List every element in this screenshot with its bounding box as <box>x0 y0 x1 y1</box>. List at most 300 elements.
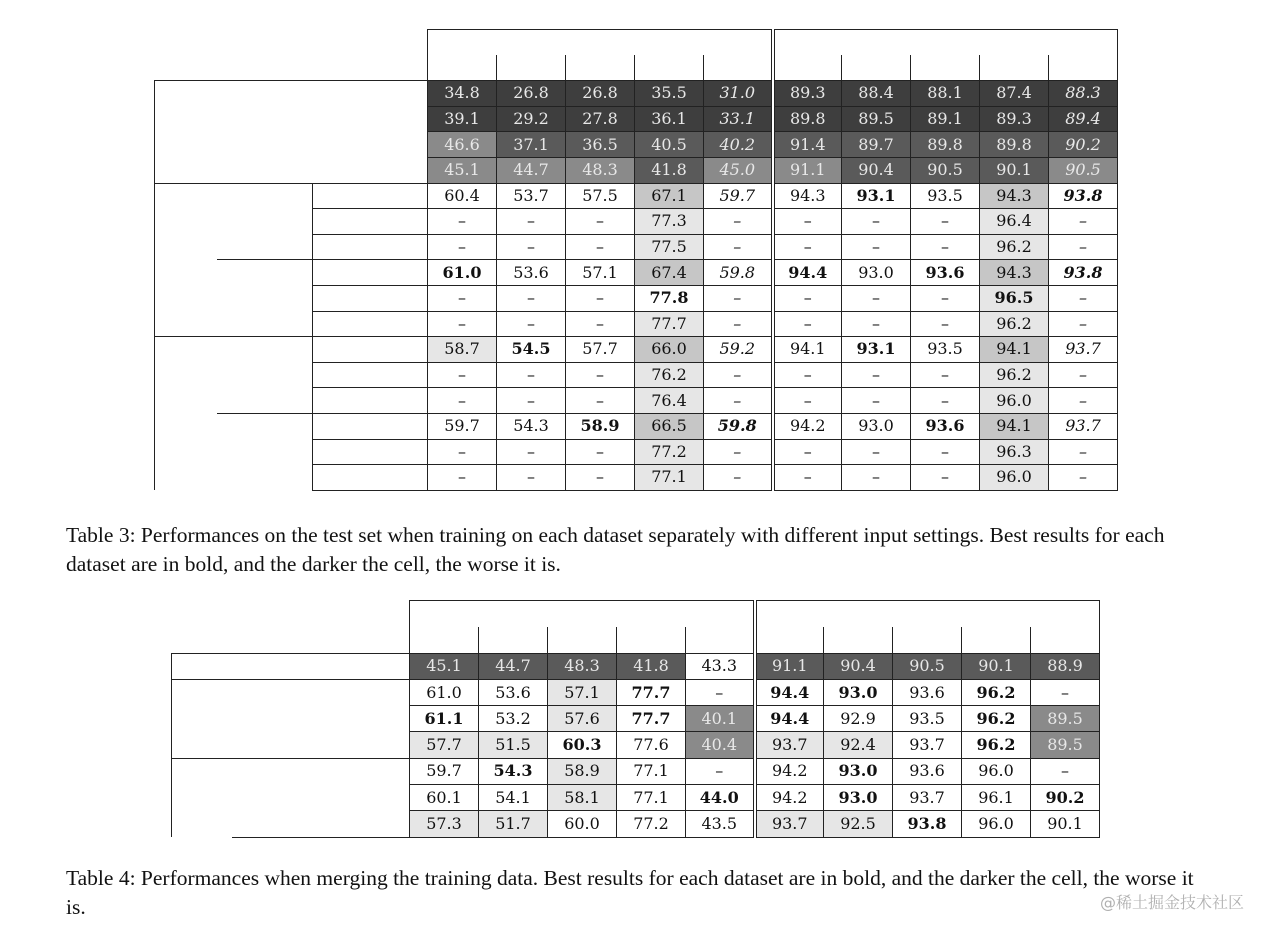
column-header <box>1049 55 1118 81</box>
metric-cell: 89.3 <box>980 106 1049 132</box>
table-row <box>172 732 1100 758</box>
column-header <box>479 627 548 653</box>
metric-cell: 88.3 <box>1049 81 1118 107</box>
metric-cell: 54.1 <box>479 785 548 811</box>
column-header <box>911 55 980 81</box>
metric-cell: 96.2 <box>980 362 1049 388</box>
metric-cell: – <box>566 311 635 337</box>
context-label <box>313 439 428 465</box>
metric-cell: 93.7 <box>893 785 962 811</box>
context-label <box>313 260 428 286</box>
watermark: @稀土掘金技术社区 <box>1099 893 1244 912</box>
context-label <box>313 234 428 260</box>
metric-cell: – <box>686 679 755 705</box>
metric-cell: 87.4 <box>980 81 1049 107</box>
metric-cell: 40.2 <box>704 132 773 158</box>
table-row <box>155 183 1118 209</box>
metric-cell: – <box>842 285 911 311</box>
metric-cell: 59.7 <box>410 758 479 784</box>
metric-cell: – <box>911 285 980 311</box>
metric-cell: 59.7 <box>428 413 497 439</box>
metric-cell: – <box>428 388 497 414</box>
metric-cell: – <box>773 465 842 491</box>
metric-cell: – <box>911 362 980 388</box>
metric-cell: 61.0 <box>410 679 479 705</box>
metric-cell: 51.7 <box>479 811 548 837</box>
metric-cell: 89.8 <box>773 106 842 132</box>
metric-cell: 93.1 <box>842 337 911 363</box>
metric-cell: 57.6 <box>548 706 617 732</box>
metric-cell: 77.7 <box>617 706 686 732</box>
metric-cell: 96.0 <box>962 758 1031 784</box>
metric-cell: – <box>704 311 773 337</box>
table-row <box>155 337 1118 363</box>
column-header <box>1031 627 1100 653</box>
table-3-header-columns <box>155 55 1118 81</box>
column-header <box>548 627 617 653</box>
metric-cell: 45.0 <box>704 157 773 183</box>
metric-cell: 27.8 <box>566 106 635 132</box>
metric-cell: – <box>1049 362 1118 388</box>
metric-cell: 54.3 <box>497 413 566 439</box>
metric-cell: – <box>428 362 497 388</box>
table-4-header-group <box>172 601 1100 627</box>
metric-cell: 76.2 <box>635 362 704 388</box>
config-label <box>217 132 428 158</box>
metric-cell: 40.5 <box>635 132 704 158</box>
metric-cell: 93.7 <box>755 732 824 758</box>
metric-cell: 89.7 <box>842 132 911 158</box>
context-label <box>313 311 428 337</box>
metric-cell: – <box>773 439 842 465</box>
config-label <box>232 785 410 811</box>
metric-cell: – <box>911 388 980 414</box>
group-header-meteor <box>428 30 773 56</box>
metric-cell: – <box>497 439 566 465</box>
metric-cell: 96.0 <box>962 811 1031 837</box>
table-4-caption: Table 4: Performances when merging the training data. Best results for each dataset are in bold, and the darker the cell, the worse it is. <box>66 866 1194 919</box>
metric-cell: 88.9 <box>1031 653 1100 679</box>
metric-cell: 90.2 <box>1049 132 1118 158</box>
context-label <box>313 209 428 235</box>
metric-cell: 60.3 <box>548 732 617 758</box>
row-group-label <box>155 81 217 183</box>
metric-cell: 90.4 <box>842 157 911 183</box>
metric-cell: – <box>773 388 842 414</box>
metric-cell: 67.4 <box>635 260 704 286</box>
metric-cell: 94.4 <box>773 260 842 286</box>
metric-cell: – <box>704 388 773 414</box>
metric-cell: 77.1 <box>617 758 686 784</box>
metric-cell: – <box>497 209 566 235</box>
metric-cell: 59.8 <box>704 413 773 439</box>
column-header <box>980 55 1049 81</box>
metric-cell: 94.2 <box>755 785 824 811</box>
column-header <box>617 627 686 653</box>
config-label <box>217 106 428 132</box>
metric-cell: 93.8 <box>893 811 962 837</box>
metric-cell: 77.3 <box>635 209 704 235</box>
column-header <box>842 55 911 81</box>
metric-cell: 34.8 <box>428 81 497 107</box>
metric-cell: 90.1 <box>980 157 1049 183</box>
row-group-label <box>155 337 217 491</box>
context-label <box>313 388 428 414</box>
metric-cell: – <box>428 439 497 465</box>
metric-cell: 90.2 <box>1031 785 1100 811</box>
metric-cell: 77.7 <box>635 311 704 337</box>
metric-cell: 53.2 <box>479 706 548 732</box>
metric-cell: 67.1 <box>635 183 704 209</box>
metric-cell: 77.6 <box>617 732 686 758</box>
metric-cell: 96.2 <box>980 234 1049 260</box>
metric-cell: 53.7 <box>497 183 566 209</box>
metric-cell: 77.1 <box>635 465 704 491</box>
metric-cell: 93.6 <box>911 413 980 439</box>
metric-cell: 94.3 <box>980 183 1049 209</box>
metric-cell: – <box>566 234 635 260</box>
metric-cell: – <box>497 285 566 311</box>
column-header <box>824 627 893 653</box>
metric-cell: – <box>566 362 635 388</box>
metric-cell: 33.1 <box>704 106 773 132</box>
metric-cell: 91.4 <box>773 132 842 158</box>
metric-cell: 94.3 <box>773 183 842 209</box>
metric-cell: 48.3 <box>566 157 635 183</box>
metric-cell: 94.4 <box>755 679 824 705</box>
metric-cell: 51.5 <box>479 732 548 758</box>
metric-cell: 90.5 <box>893 653 962 679</box>
metric-cell: 89.8 <box>980 132 1049 158</box>
metric-cell: 66.5 <box>635 413 704 439</box>
group-header-bertscore <box>755 601 1100 627</box>
metric-cell: 89.5 <box>842 106 911 132</box>
column-header <box>755 627 824 653</box>
metric-cell: 94.2 <box>773 413 842 439</box>
metric-cell: – <box>428 285 497 311</box>
metric-cell: – <box>842 465 911 491</box>
table-row <box>155 157 1118 183</box>
metric-cell: 93.0 <box>842 413 911 439</box>
metric-cell: 58.1 <box>548 785 617 811</box>
table-row <box>155 106 1118 132</box>
metric-cell: 88.4 <box>842 81 911 107</box>
metric-cell: – <box>842 311 911 337</box>
metric-cell: 90.4 <box>824 653 893 679</box>
metric-cell: 77.5 <box>635 234 704 260</box>
column-header <box>428 55 497 81</box>
metric-cell: 90.1 <box>962 653 1031 679</box>
context-label <box>313 413 428 439</box>
metric-cell: 36.1 <box>635 106 704 132</box>
table-row <box>172 679 1100 705</box>
answer-setting-label <box>217 413 313 490</box>
metric-cell: – <box>566 209 635 235</box>
metric-cell: 93.0 <box>824 785 893 811</box>
config-label <box>217 157 428 183</box>
context-label <box>313 285 428 311</box>
metric-cell: – <box>842 234 911 260</box>
column-header <box>410 627 479 653</box>
metric-cell: 76.4 <box>635 388 704 414</box>
metric-cell: 91.1 <box>773 157 842 183</box>
metric-cell: – <box>566 285 635 311</box>
metric-cell: – <box>1031 679 1100 705</box>
config-label <box>232 732 410 758</box>
metric-cell: – <box>566 465 635 491</box>
metric-cell: 90.5 <box>911 157 980 183</box>
metric-cell: – <box>911 465 980 491</box>
table-3-caption: Table 3: Performances on the test set when training on each dataset separately with different input settings. Best results for each dataset are in bold, and the darker the cell, the worse it is. <box>66 523 1165 576</box>
metric-cell: 26.8 <box>497 81 566 107</box>
metric-cell: 59.7 <box>704 183 773 209</box>
metric-cell: – <box>1049 439 1118 465</box>
metric-cell: 35.5 <box>635 81 704 107</box>
metric-cell: 89.5 <box>1031 732 1100 758</box>
metric-cell: – <box>497 388 566 414</box>
config-label <box>172 653 410 679</box>
metric-cell: – <box>497 465 566 491</box>
metric-cell: 96.0 <box>980 388 1049 414</box>
metric-cell: 93.7 <box>1049 337 1118 363</box>
metric-cell: 89.8 <box>911 132 980 158</box>
metric-cell: – <box>911 209 980 235</box>
metric-cell: 58.9 <box>566 413 635 439</box>
metric-cell: – <box>1049 388 1118 414</box>
metric-cell: – <box>497 234 566 260</box>
metric-cell: 54.5 <box>497 337 566 363</box>
metric-cell: – <box>911 234 980 260</box>
metric-cell: 41.8 <box>617 653 686 679</box>
context-label <box>313 337 428 363</box>
metric-cell: 57.1 <box>566 260 635 286</box>
metric-cell: 31.0 <box>704 81 773 107</box>
metric-cell: 89.4 <box>1049 106 1118 132</box>
metric-cell: 61.1 <box>410 706 479 732</box>
metric-cell: 96.1 <box>962 785 1031 811</box>
column-header <box>686 627 755 653</box>
metric-cell: 45.1 <box>410 653 479 679</box>
config-label <box>232 706 410 732</box>
metric-cell: – <box>566 439 635 465</box>
metric-cell: 93.7 <box>755 811 824 837</box>
metric-cell: – <box>773 362 842 388</box>
metric-cell: 90.1 <box>1031 811 1100 837</box>
metric-cell: 40.1 <box>686 706 755 732</box>
context-label <box>313 183 428 209</box>
metric-cell: 93.7 <box>893 732 962 758</box>
metric-cell: – <box>1049 234 1118 260</box>
metric-cell: 88.1 <box>911 81 980 107</box>
metric-cell: – <box>704 439 773 465</box>
metric-cell: – <box>704 362 773 388</box>
metric-cell: 57.7 <box>566 337 635 363</box>
metric-cell: – <box>773 234 842 260</box>
metric-cell: 53.6 <box>497 260 566 286</box>
table-3 <box>154 29 1118 491</box>
metric-cell: 59.2 <box>704 337 773 363</box>
table-row <box>172 758 1100 784</box>
metric-cell: – <box>704 209 773 235</box>
metric-cell: 90.5 <box>1049 157 1118 183</box>
metric-cell: 92.5 <box>824 811 893 837</box>
metric-cell: – <box>428 209 497 235</box>
metric-cell: 43.3 <box>686 653 755 679</box>
metric-cell: – <box>1031 758 1100 784</box>
metric-cell: 94.1 <box>773 337 842 363</box>
metric-cell: 93.8 <box>1049 260 1118 286</box>
metric-cell: 96.2 <box>980 311 1049 337</box>
metric-cell: 54.3 <box>479 758 548 784</box>
metric-cell: 60.4 <box>428 183 497 209</box>
config-label <box>217 81 428 107</box>
metric-cell: – <box>842 439 911 465</box>
metric-cell: 94.1 <box>980 413 1049 439</box>
metric-cell: 41.8 <box>635 157 704 183</box>
metric-cell: 58.7 <box>428 337 497 363</box>
metric-cell: 36.5 <box>566 132 635 158</box>
metric-cell: 60.0 <box>548 811 617 837</box>
metric-cell: 43.5 <box>686 811 755 837</box>
metric-cell: – <box>497 311 566 337</box>
metric-cell: 89.1 <box>911 106 980 132</box>
column-header <box>635 55 704 81</box>
metric-cell: 96.4 <box>980 209 1049 235</box>
metric-cell: – <box>911 311 980 337</box>
metric-cell: 93.7 <box>1049 413 1118 439</box>
table-row <box>172 653 1100 679</box>
row-group-label <box>172 758 232 837</box>
metric-cell: – <box>842 388 911 414</box>
group-header-bertscore <box>773 30 1118 56</box>
metric-cell: 91.1 <box>755 653 824 679</box>
column-header <box>497 55 566 81</box>
metric-cell: 40.4 <box>686 732 755 758</box>
metric-cell: 57.3 <box>410 811 479 837</box>
metric-cell: – <box>428 234 497 260</box>
metric-cell: 94.3 <box>980 260 1049 286</box>
training-test-corner <box>172 627 410 653</box>
metric-cell: – <box>704 285 773 311</box>
answer-setting-label <box>217 337 313 414</box>
metric-cell: – <box>704 234 773 260</box>
corner-empty <box>172 601 410 627</box>
metric-cell: 96.5 <box>980 285 1049 311</box>
metric-cell: 93.0 <box>824 679 893 705</box>
table-4-header-columns <box>172 627 1100 653</box>
metric-cell: – <box>1049 465 1118 491</box>
metric-cell: 96.0 <box>980 465 1049 491</box>
metric-cell: 93.0 <box>842 260 911 286</box>
metric-cell: – <box>686 758 755 784</box>
table-3-header-group <box>155 30 1118 56</box>
metric-cell: 94.1 <box>980 337 1049 363</box>
table-row <box>155 260 1118 286</box>
metric-cell: – <box>1049 285 1118 311</box>
metric-cell: 92.9 <box>824 706 893 732</box>
metric-cell: 44.0 <box>686 785 755 811</box>
metric-cell: 93.5 <box>911 183 980 209</box>
corner-empty <box>155 55 428 81</box>
metric-cell: 96.2 <box>962 706 1031 732</box>
metric-cell: 96.3 <box>980 439 1049 465</box>
metric-cell: 89.3 <box>773 81 842 107</box>
metric-cell: 66.0 <box>635 337 704 363</box>
table-row <box>155 413 1118 439</box>
metric-cell: 77.2 <box>617 811 686 837</box>
metric-cell: 39.1 <box>428 106 497 132</box>
metric-cell: 93.5 <box>893 706 962 732</box>
metric-cell: 77.7 <box>617 679 686 705</box>
column-header <box>773 55 842 81</box>
table-row <box>172 706 1100 732</box>
metric-cell: 57.1 <box>548 679 617 705</box>
metric-cell: – <box>1049 311 1118 337</box>
context-label <box>313 362 428 388</box>
metric-cell: – <box>842 362 911 388</box>
metric-cell: 29.2 <box>497 106 566 132</box>
metric-cell: – <box>773 311 842 337</box>
metric-cell: – <box>911 439 980 465</box>
metric-cell: 45.1 <box>428 157 497 183</box>
metric-cell: 46.6 <box>428 132 497 158</box>
config-label <box>232 758 410 784</box>
column-header <box>962 627 1031 653</box>
table-row <box>172 785 1100 811</box>
metric-cell: 96.2 <box>962 679 1031 705</box>
metric-cell: – <box>497 362 566 388</box>
metric-cell: 44.7 <box>497 157 566 183</box>
table-row <box>172 811 1100 837</box>
context-label <box>313 465 428 491</box>
metric-cell: – <box>1049 209 1118 235</box>
column-header <box>893 627 962 653</box>
group-header-meteor <box>410 601 755 627</box>
corner-empty <box>155 30 428 56</box>
metric-cell: 60.1 <box>410 785 479 811</box>
config-label <box>232 811 410 837</box>
metric-cell: – <box>773 285 842 311</box>
table-4 <box>171 600 1100 838</box>
metric-cell: – <box>842 209 911 235</box>
metric-cell: 93.6 <box>893 679 962 705</box>
metric-cell: 93.6 <box>893 758 962 784</box>
metric-cell: 96.2 <box>962 732 1031 758</box>
metric-cell: 93.6 <box>911 260 980 286</box>
config-label <box>232 679 410 705</box>
metric-cell: – <box>428 465 497 491</box>
table-row <box>155 132 1118 158</box>
metric-cell: – <box>704 465 773 491</box>
metric-cell: 37.1 <box>497 132 566 158</box>
metric-cell: – <box>566 388 635 414</box>
metric-cell: 77.8 <box>635 285 704 311</box>
metric-cell: 77.2 <box>635 439 704 465</box>
metric-cell: 57.5 <box>566 183 635 209</box>
row-group-label <box>172 679 232 758</box>
metric-cell: 93.1 <box>842 183 911 209</box>
metric-cell: 57.7 <box>410 732 479 758</box>
answer-setting-label <box>217 260 313 337</box>
metric-cell: 93.5 <box>911 337 980 363</box>
column-header <box>566 55 635 81</box>
metric-cell: 94.4 <box>755 706 824 732</box>
metric-cell: 58.9 <box>548 758 617 784</box>
answer-setting-label <box>217 183 313 260</box>
row-group-label <box>155 183 217 337</box>
metric-cell: 59.8 <box>704 260 773 286</box>
table-row <box>155 81 1118 107</box>
